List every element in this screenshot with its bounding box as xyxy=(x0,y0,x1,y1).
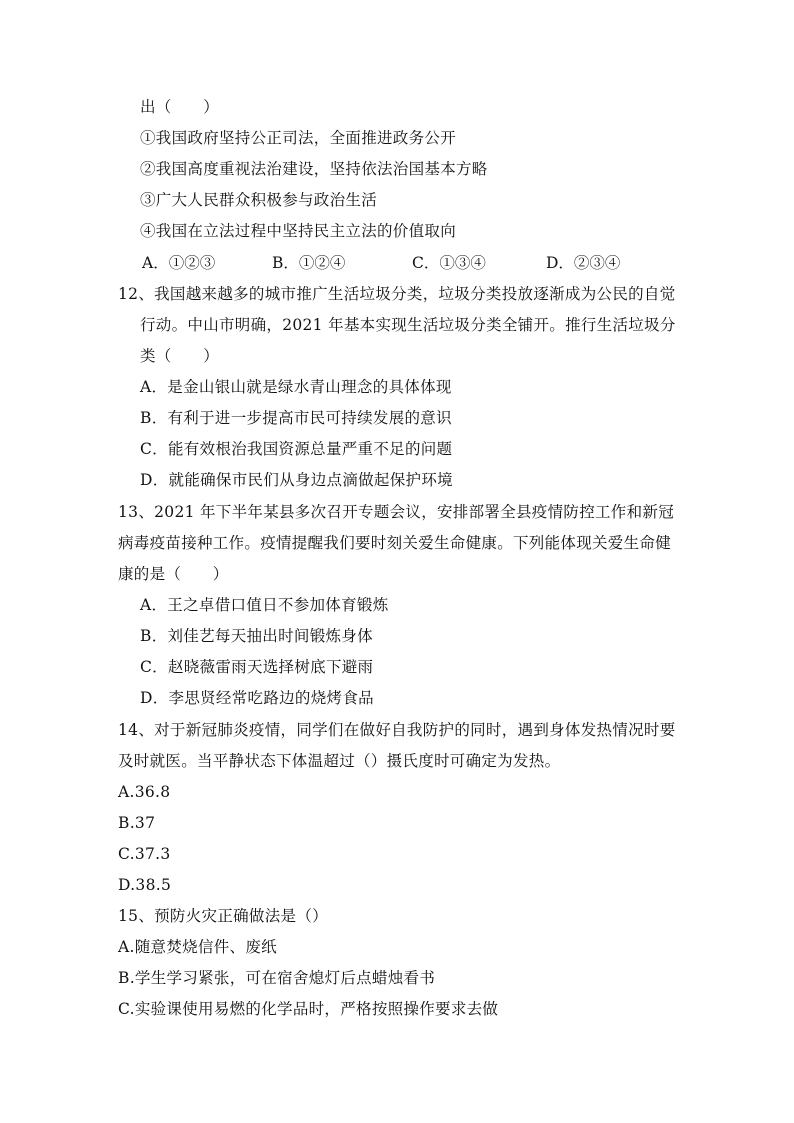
q13-option-d: D．李思贤经常吃路边的烧烤食品 xyxy=(140,689,374,707)
q11-option-a: A．①②③ xyxy=(142,254,216,272)
q13-line-3: 康的是（ ） xyxy=(118,565,229,583)
q15-option-c: C.实验课使用易燃的化学品时，严格按照操作要求去做 xyxy=(118,1000,499,1018)
q12-line-2: 行动。中山市明确，2021 年基本实现生活垃圾分类全铺开。推行生活垃圾分 xyxy=(140,316,676,334)
q14-option-c: C.37.3 xyxy=(118,845,171,863)
q13-option-b: B．刘佳艺每天抽出时间锻炼身体 xyxy=(140,627,373,645)
q15-option-b: B.学生学习紧张，可在宿舍熄灯后点蜡烛看书 xyxy=(118,969,436,987)
q15-option-a: A.随意焚烧信件、废纸 xyxy=(118,938,277,956)
q11-option-b: B．①②④ xyxy=(272,254,346,272)
q15-line-1: 15、预防火灾正确做法是（） xyxy=(118,907,328,925)
q12-option-c: C．能有效根治我国资源总量严重不足的问题 xyxy=(140,440,453,458)
q11-option-c: C．①③④ xyxy=(412,254,486,272)
q13-line-2: 病毒疫苗接种工作。疫情提醒我们要时刻关爱生命健康。下列能体现关爱生命健 xyxy=(118,534,672,552)
q12-line-1: 12、我国越来越多的城市推广生活垃圾分类，垃圾分类投放逐渐成为公民的自觉 xyxy=(118,285,676,303)
q14-option-a: A.36.8 xyxy=(118,783,171,801)
q13-option-c: C．赵晓薇雷雨天选择树底下避雨 xyxy=(140,658,374,676)
q12-option-b: B．有利于进一步提高市民可持续发展的意识 xyxy=(140,409,452,427)
q11-statement-3: ③广大人民群众积极参与政治生活 xyxy=(140,191,378,209)
q12-line-3: 类（ ） xyxy=(140,347,220,365)
q13-option-a: A．王之卓借口值日不参加体育锻炼 xyxy=(140,596,389,614)
q13-line-1: 13、2021 年下半年某县多次召开专题会议，安排部署全县疫情防控工作和新冠 xyxy=(118,503,674,521)
q14-line-1: 14、对于新冠肺炎疫情，同学们在做好自我防护的同时，遇到身体发热情况时要 xyxy=(118,721,676,739)
q14-option-d: D.38.5 xyxy=(118,876,172,894)
q11-statement-1: ①我国政府坚持公正司法，全面推进政务公开 xyxy=(140,129,457,147)
q11-stem-tail: 出（ ） xyxy=(140,98,220,116)
q14-line-2: 及时就医。当平静状态下体温超过（）摄氏度时可确定为发热。 xyxy=(118,752,561,770)
q12-option-d: D．就能确保市民们从身边点滴做起保护环境 xyxy=(140,471,453,489)
q11-statement-2: ②我国高度重视法治建设，坚持依法治国基本方略 xyxy=(140,160,488,178)
q11-option-d: D．②③④ xyxy=(546,254,621,272)
q11-statement-4: ④我国在立法过程中坚持民主立法的价值取向 xyxy=(140,222,457,240)
q12-option-a: A．是金山银山就是绿水青山理念的具体体现 xyxy=(140,378,452,396)
q14-option-b: B.37 xyxy=(118,814,156,832)
